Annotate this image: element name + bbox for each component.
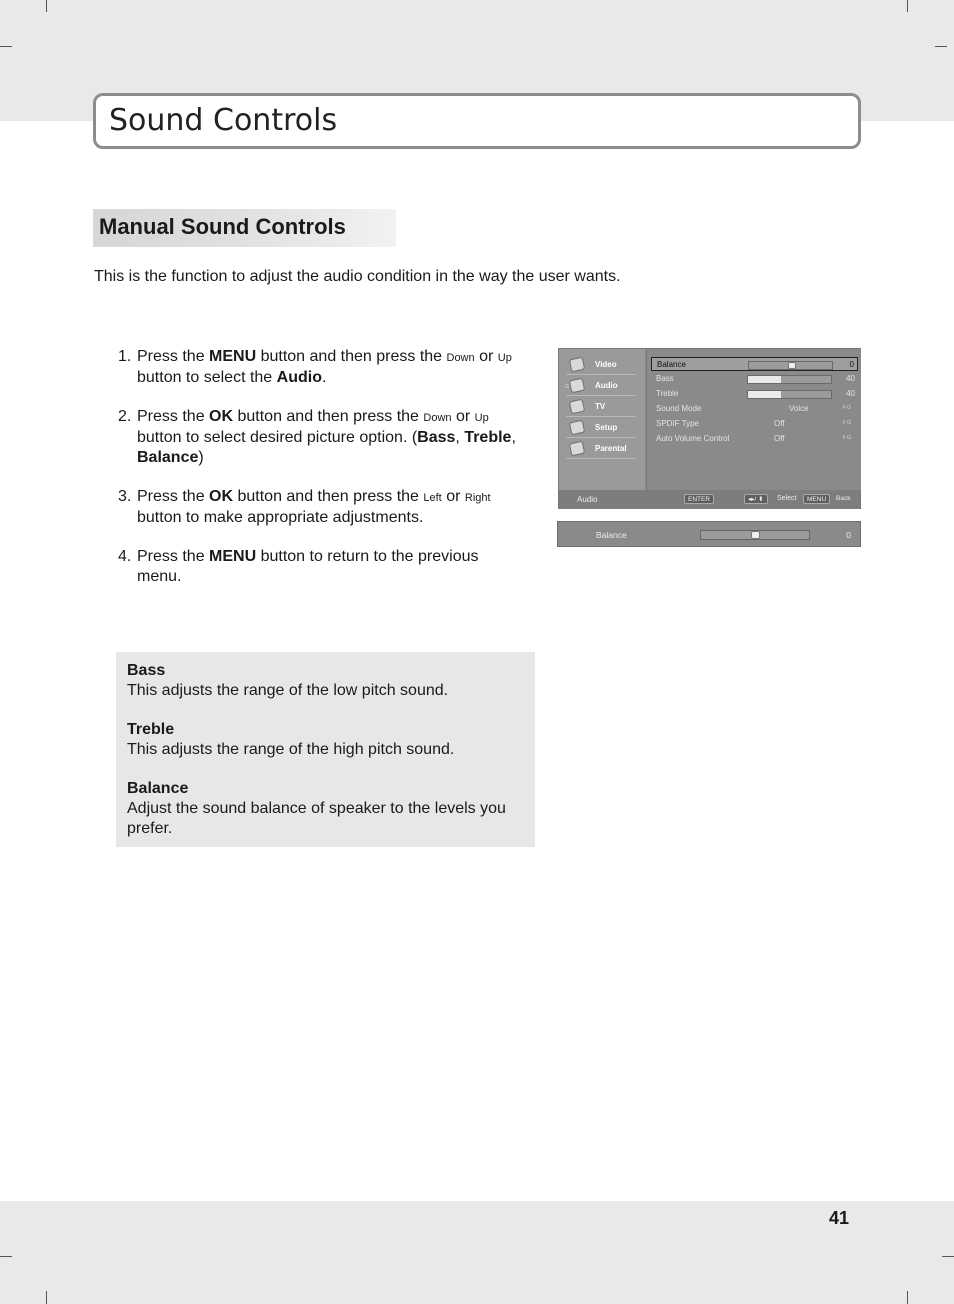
step-text: or — [474, 348, 498, 365]
osd-menu-item-setup[interactable] — [566, 417, 636, 438]
osd-row-setting: Off — [774, 434, 785, 443]
setup-icon — [569, 420, 585, 436]
page-title: Sound Controls — [109, 103, 338, 138]
step-text: , — [455, 429, 465, 446]
definition-term: Balance — [127, 780, 189, 797]
step-keyword: OK — [209, 488, 234, 505]
crop-mark — [907, 1291, 908, 1304]
step-text: ) — [198, 449, 204, 466]
step-text: Press the — [137, 488, 210, 505]
step-keyword: Balance — [137, 449, 199, 466]
definition-text: This adjusts the range of the high pitch sound. — [127, 741, 455, 758]
osd-menu-item-label: Audio — [595, 381, 618, 390]
step-button-name: Down — [446, 352, 475, 364]
osd-row-treble[interactable] — [651, 387, 858, 401]
step-button-name: Up — [497, 352, 512, 364]
osd-row-arrows: F G — [842, 435, 851, 441]
step-number: 1. — [118, 348, 132, 365]
instruction-steps — [118, 347, 518, 606]
osd-row-label: Sound Mode — [656, 404, 702, 413]
osd-menu-item-label: Parental — [595, 444, 627, 453]
select-label: Select — [777, 495, 797, 502]
osd-row-sound-mode[interactable] — [651, 402, 858, 416]
crop-mark — [0, 1256, 12, 1257]
osd-row-slider[interactable] — [747, 375, 832, 384]
osd-row-spdif-type[interactable] — [651, 417, 858, 431]
step-number: 3. — [118, 488, 132, 505]
step-text: Press the — [137, 548, 210, 565]
crop-mark — [46, 1291, 47, 1304]
step-text: button to make appropriate adjustments. — [137, 509, 424, 526]
step-item — [118, 347, 518, 388]
section-heading-box — [93, 209, 396, 247]
osd-menu-item-audio[interactable] — [566, 375, 636, 396]
osd-row-setting: Voice — [789, 404, 809, 413]
osd-row-auto-volume-control[interactable] — [651, 432, 858, 446]
osd-menu-item-parental[interactable] — [566, 438, 636, 459]
osd-menu-item-tv[interactable] — [566, 396, 636, 417]
step-text: button and then press the — [233, 408, 424, 425]
step-keyword: Audio — [276, 369, 322, 386]
step-keyword: OK — [209, 408, 234, 425]
step-text: Press the — [137, 348, 210, 365]
step-button-name: Right — [464, 492, 491, 504]
osd-side-marker: G — [565, 384, 569, 390]
osd-row-balance[interactable] — [651, 357, 858, 371]
balance-popup-knob — [751, 531, 760, 539]
osd-menu-item-label: TV — [595, 402, 606, 411]
step-text: Press the — [137, 408, 210, 425]
video-icon — [569, 357, 585, 373]
osd-audio-menu — [558, 348, 861, 509]
osd-footer-title: Audio — [577, 495, 598, 504]
osd-row-value: 40 — [846, 374, 855, 383]
bottom-band — [0, 1201, 954, 1304]
step-text: button and then press the — [256, 348, 447, 365]
osd-menu-item-label: Setup — [595, 423, 618, 432]
page-number: 41 — [829, 1208, 850, 1228]
osd-row-slider[interactable] — [748, 361, 833, 370]
step-text: or — [441, 488, 465, 505]
crop-mark — [942, 1256, 954, 1257]
crop-mark — [935, 46, 947, 47]
step-item — [118, 487, 518, 528]
step-button-name: Up — [474, 412, 489, 424]
definition-term: Bass — [127, 662, 166, 679]
osd-menu-item-video[interactable] — [566, 354, 636, 375]
step-text: or — [451, 408, 475, 425]
enter-key: ENTER — [684, 494, 714, 504]
balance-popup — [557, 521, 861, 547]
step-text: button to return to the previous menu. — [137, 548, 479, 585]
definition-text: Adjust the sound balance of speaker to the levels you prefer. — [127, 800, 506, 837]
definitions-box — [116, 652, 535, 847]
osd-settings-panel — [646, 349, 861, 490]
page-title-box — [93, 93, 861, 149]
balance-popup-value: 0 — [846, 530, 851, 540]
step-keyword: MENU — [209, 548, 257, 565]
osd-sidebar — [559, 349, 645, 490]
parental-icon — [569, 441, 585, 457]
step-item — [118, 407, 518, 468]
step-text: button to select the — [137, 369, 277, 386]
osd-row-label: Auto Volume Control — [656, 434, 730, 443]
osd-row-label: Balance — [657, 360, 686, 369]
crop-mark — [0, 46, 12, 47]
balance-popup-label: Balance — [596, 530, 627, 540]
back-label: Back — [836, 495, 851, 502]
osd-slider-fill — [748, 391, 781, 398]
osd-slider-fill — [748, 376, 781, 383]
intro-text: This is the function to adjust the audio condition in the way the user wants. — [94, 268, 621, 285]
step-button-name: Left — [423, 492, 442, 504]
osd-row-label: Bass — [656, 374, 674, 383]
osd-footer — [559, 490, 860, 509]
nav-arrows-key: ◂▸/ ⬍ — [744, 494, 768, 504]
audio-icon — [569, 378, 585, 394]
osd-menu-item-label: Video — [595, 360, 617, 369]
tv-icon — [569, 399, 585, 415]
step-text: button and then press the — [233, 488, 424, 505]
osd-row-setting: Off — [774, 419, 785, 428]
osd-slider-knob[interactable] — [788, 362, 796, 369]
step-text: button to select desired picture option. ( — [137, 429, 418, 446]
section-title: Manual Sound Controls — [99, 214, 346, 239]
osd-row-label: SPDIF Type — [656, 419, 699, 428]
step-number: 4. — [118, 548, 132, 565]
osd-row-label: Treble — [656, 389, 679, 398]
step-keyword: Bass — [417, 429, 456, 446]
definition-text: This adjusts the range of the low pitch sound. — [127, 682, 449, 699]
osd-row-arrows: F G — [842, 405, 851, 411]
osd-row-arrows: F G — [842, 420, 851, 426]
menu-key: MENU — [803, 494, 830, 504]
step-button-name: Down — [423, 412, 452, 424]
step-number: 2. — [118, 408, 132, 425]
osd-row-value: 0 — [849, 360, 854, 369]
crop-mark — [907, 0, 908, 12]
definition-term: Treble — [127, 721, 175, 738]
osd-row-bass[interactable] — [651, 372, 858, 386]
crop-mark — [46, 0, 47, 12]
step-text: , — [511, 429, 516, 446]
step-keyword: MENU — [209, 348, 257, 365]
step-item — [118, 547, 518, 587]
step-keyword: Treble — [464, 429, 512, 446]
osd-row-slider[interactable] — [747, 390, 832, 399]
balance-popup-slider — [700, 530, 810, 540]
osd-row-value: 40 — [846, 389, 855, 398]
step-text: . — [321, 369, 327, 386]
